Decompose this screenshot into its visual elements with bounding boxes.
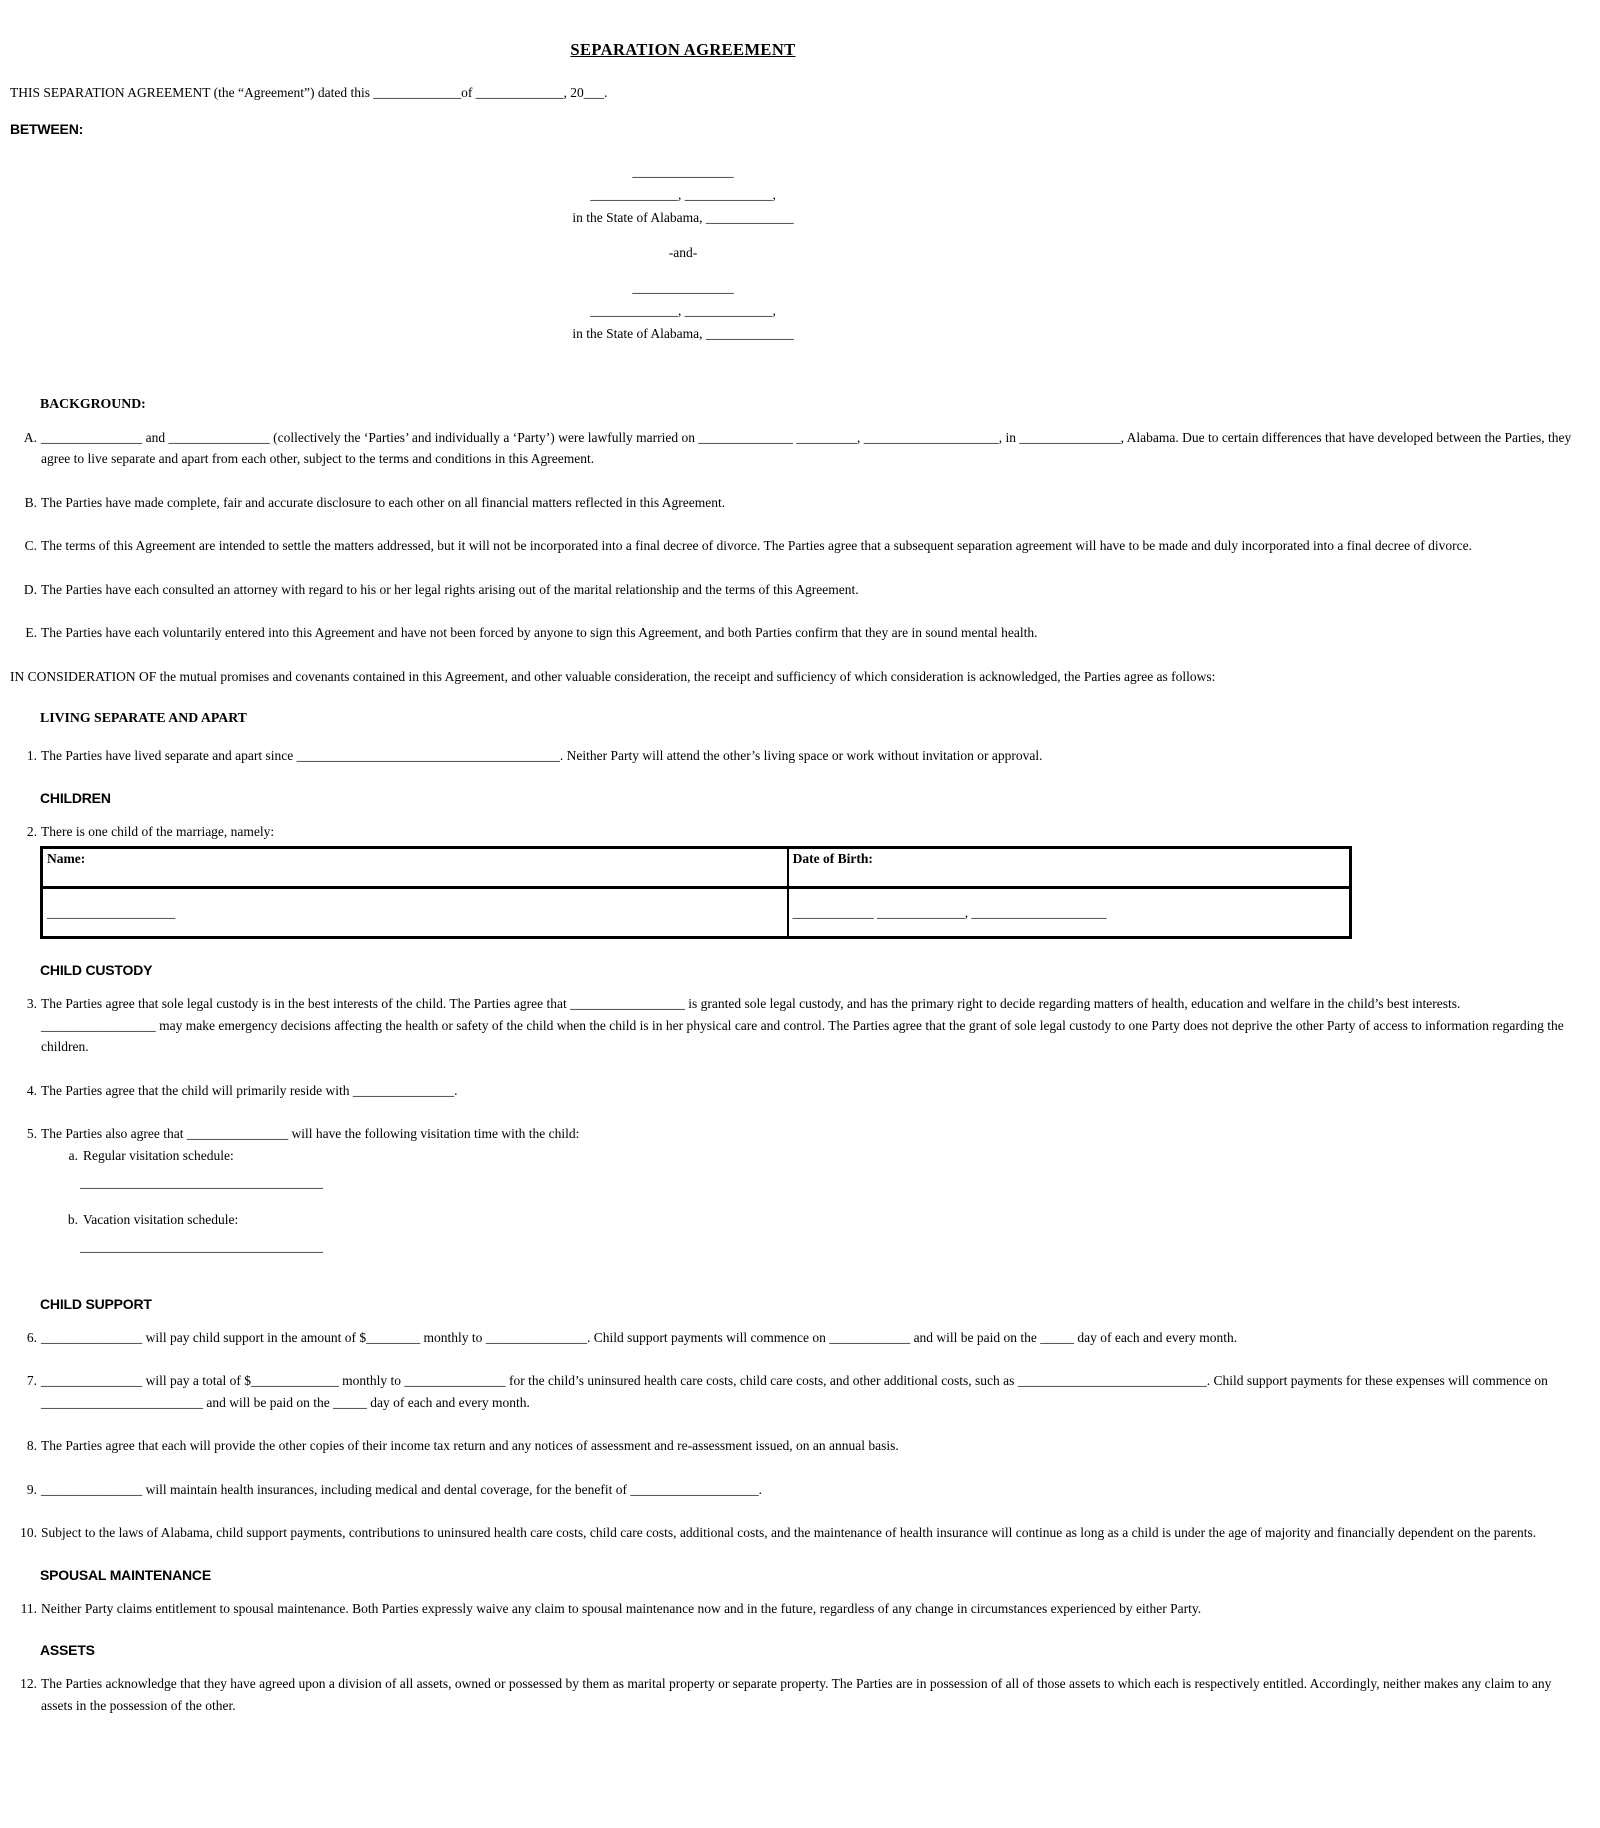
item-text: The Parties have each consulted an attorney with regard to his or her legal rights arising out of the marital relationship and the terms of this Agreement. bbox=[41, 581, 859, 597]
table-cell-name-blank: ___________________ bbox=[42, 888, 788, 938]
section-heading-spousal-maintenance: SPOUSAL MAINTENANCE bbox=[40, 1566, 211, 1583]
subitem-marker: b. bbox=[67, 1211, 78, 1227]
subitem-label: Vacation visitation schedule: bbox=[83, 1211, 239, 1227]
item-marker: D. bbox=[23, 581, 37, 597]
item-text: The Parties also agree that _______________ will have the following visitation time with the child: bbox=[41, 1126, 580, 1141]
party-block-2 bbox=[10, 276, 1356, 345]
between-label: BETWEEN: bbox=[10, 120, 84, 137]
item-text: The Parties have each voluntarily entered into this Agreement and have not been forced by anyone to sign this Agreement, and both Parties confirm that they are in sound mental health. bbox=[41, 625, 1038, 640]
section-heading-assets: ASSETS bbox=[40, 1642, 95, 1658]
item-text: Neither Party claims entitlement to spousal maintenance. Both Parties expressly waive any claim to spousal maintenance now and in the future, regardless of any change in circumstances experienced by either Party. bbox=[41, 1600, 1202, 1616]
item-marker: 10. bbox=[20, 1525, 37, 1540]
parties-zone bbox=[10, 160, 1356, 345]
numbered-item-6 bbox=[10, 1327, 1572, 1349]
item-text: The Parties agree that sole legal custody is in the best interests of the child. The Parties agree that _________________ is granted sole legal custody, and has the primary right to decide regarding matters of health, education and welfare in the child’s best interests. _________________ may make emergency decisions affecting the health or safety of the child when the child is in her physical care and control. The Parties agree that the grant of sole legal custody to one Party does not deprive the other Party of access to information regarding the children. bbox=[41, 996, 1564, 1054]
item-body bbox=[41, 1123, 1572, 1273]
table-header-name: Name: bbox=[42, 848, 788, 888]
numbered-item-9 bbox=[10, 1479, 1572, 1501]
background-item-c bbox=[10, 535, 1572, 557]
consideration-clause: IN CONSIDERATION OF the mutual promises and covenants contained in this Agreement, and other valuable consideration, the receipt and sufficiency of which consideration is acknowledged, the Parties agree as follows: bbox=[10, 668, 1216, 684]
item-text: Subject to the laws of Alabama, child support payments, contributions to uninsured health care costs, child care costs, additional costs, and the maintenance of health insurance will continue as long as a child is under the age of majority and financially dependent on the parents. bbox=[41, 1525, 1537, 1540]
item-text: The Parties agree that the child will primarily reside with _______________. bbox=[41, 1082, 458, 1098]
numbered-item-7 bbox=[10, 1370, 1572, 1413]
party1-city-blank: _____________, _____________, bbox=[590, 186, 776, 202]
item-marker: 12. bbox=[20, 1676, 37, 1691]
section-heading-child-custody: CHILD CUSTODY bbox=[40, 962, 153, 978]
intro-clause: THIS SEPARATION AGREEMENT (the “Agreement”) dated this _____________of _____________, 20___. bbox=[10, 85, 608, 100]
numbered-item-5 bbox=[10, 1123, 1572, 1273]
item-marker: 3. bbox=[26, 996, 37, 1011]
numbered-item-12 bbox=[10, 1673, 1572, 1716]
numbered-item-1 bbox=[10, 745, 1572, 767]
item-marker: 8. bbox=[26, 1438, 37, 1453]
numbered-item-8 bbox=[10, 1435, 1572, 1457]
section-heading-child-support: CHILD SUPPORT bbox=[40, 1295, 152, 1312]
item-text: The terms of this Agreement are intended to settle the matters addressed, but it will not be incorporated into a final decree of divorce. The Parties agree that a subsequent separation agreement will have to be made and duly incorporated into a final decree of divorce. bbox=[41, 538, 1472, 553]
background-item-d bbox=[10, 579, 1572, 601]
item-text: _______________ will pay child support in the amount of $________ monthly to _______________. Child support payments will commence on ____________ and will be paid on the _____ day of each and every month. bbox=[41, 1329, 1238, 1345]
subitem-marker: a. bbox=[68, 1147, 78, 1163]
table-header-dob: Date of Birth: bbox=[788, 848, 1351, 888]
subitem-label: Regular visitation schedule: bbox=[83, 1147, 234, 1163]
numbered-item-2 bbox=[10, 821, 1572, 843]
party2-state-line: in the State of Alabama, _____________ bbox=[572, 325, 794, 341]
item-text: There is one child of the marriage, namely: bbox=[41, 823, 275, 839]
subitem-regular-visitation bbox=[66, 1145, 1572, 1167]
item-marker: B. bbox=[24, 494, 37, 510]
numbered-item-11 bbox=[10, 1598, 1572, 1620]
item-marker: 1. bbox=[26, 748, 37, 763]
and-separator: -and- bbox=[668, 244, 698, 260]
item-marker: C. bbox=[24, 538, 37, 553]
numbered-item-4 bbox=[10, 1080, 1572, 1102]
numbered-item-3 bbox=[10, 993, 1572, 1058]
item-text: _______________ will pay a total of $_____________ monthly to _______________ for the child’s uninsured health care costs, child care costs, and other additional costs, such as ____________________________. Child support payments for these expenses will commence on ________________________ and will be paid on the _____ day of each and every month. bbox=[41, 1373, 1548, 1410]
background-heading: BACKGROUND: bbox=[40, 395, 146, 411]
item-marker: 6. bbox=[26, 1329, 37, 1345]
numbered-item-10 bbox=[10, 1522, 1572, 1544]
children-table-header-row bbox=[42, 848, 1351, 888]
vacation-visitation-blank-line: ____________________________________ bbox=[80, 1239, 323, 1254]
children-table-data-row bbox=[42, 888, 1351, 938]
item-text: _______________ and _______________ (collectively the ‘Parties’ and individually a ‘Party’) were lawfully married on ______________ _________, ____________________, in _______________, Alabama. Due to certain differences that have developed between the Parties, they agree to live separate and apart from each other, subject to the terms and conditions in this Agreement. bbox=[41, 429, 1572, 466]
item-marker: 4. bbox=[26, 1082, 37, 1098]
section-heading-living: LIVING SEPARATE AND APART bbox=[40, 710, 247, 725]
party2-name-blank: _______________ bbox=[632, 279, 734, 295]
table-cell-dob-blank: ____________ _____________, ____________________ bbox=[788, 888, 1351, 938]
document-title: SEPARATION AGREEMENT bbox=[570, 40, 796, 59]
item-text: The Parties acknowledge that they have agreed upon a division of all assets, owned or possessed by them as marital property or separate property. The Parties are in possession of all of those assets to which each is respectively entitled. Accordingly, neither makes any claim to any assets in the possession of the other. bbox=[41, 1676, 1552, 1713]
title-zone bbox=[10, 40, 1356, 60]
party2-city-blank: _____________, _____________, bbox=[590, 302, 776, 318]
item-marker: A. bbox=[23, 429, 37, 445]
item-text: _______________ will maintain health insurances, including medical and dental coverage, for the benefit of ___________________. bbox=[41, 1481, 762, 1497]
background-item-e bbox=[10, 622, 1572, 644]
party1-state-line: in the State of Alabama, _____________ bbox=[572, 209, 794, 225]
section-heading-children: CHILDREN bbox=[40, 789, 111, 806]
background-item-b bbox=[10, 492, 1572, 514]
regular-visitation-blank-line: ____________________________________ bbox=[80, 1175, 323, 1190]
background-item-a bbox=[10, 427, 1572, 470]
item-marker: 7. bbox=[26, 1373, 37, 1388]
item-text: The Parties have lived separate and apart since _______________________________________. Neither Party will attend the other’s living space or work without invitation or approval. bbox=[41, 748, 1043, 763]
item-marker: 9. bbox=[26, 1481, 37, 1497]
subitem-vacation-visitation bbox=[66, 1209, 1572, 1231]
item-marker: 2. bbox=[26, 823, 37, 839]
item-marker: 11. bbox=[20, 1600, 37, 1616]
children-table bbox=[40, 846, 1352, 939]
party1-name-blank: _______________ bbox=[632, 163, 734, 179]
item-marker: E. bbox=[25, 625, 37, 640]
party-block-1 bbox=[10, 160, 1356, 229]
item-marker: 5. bbox=[26, 1126, 37, 1141]
item-text: The Parties have made complete, fair and accurate disclosure to each other on all financial matters reflected in this Agreement. bbox=[41, 494, 726, 510]
item-text: The Parties agree that each will provide the other copies of their income tax return and any notices of assessment and re-assessment issued, on an annual basis. bbox=[41, 1438, 899, 1453]
